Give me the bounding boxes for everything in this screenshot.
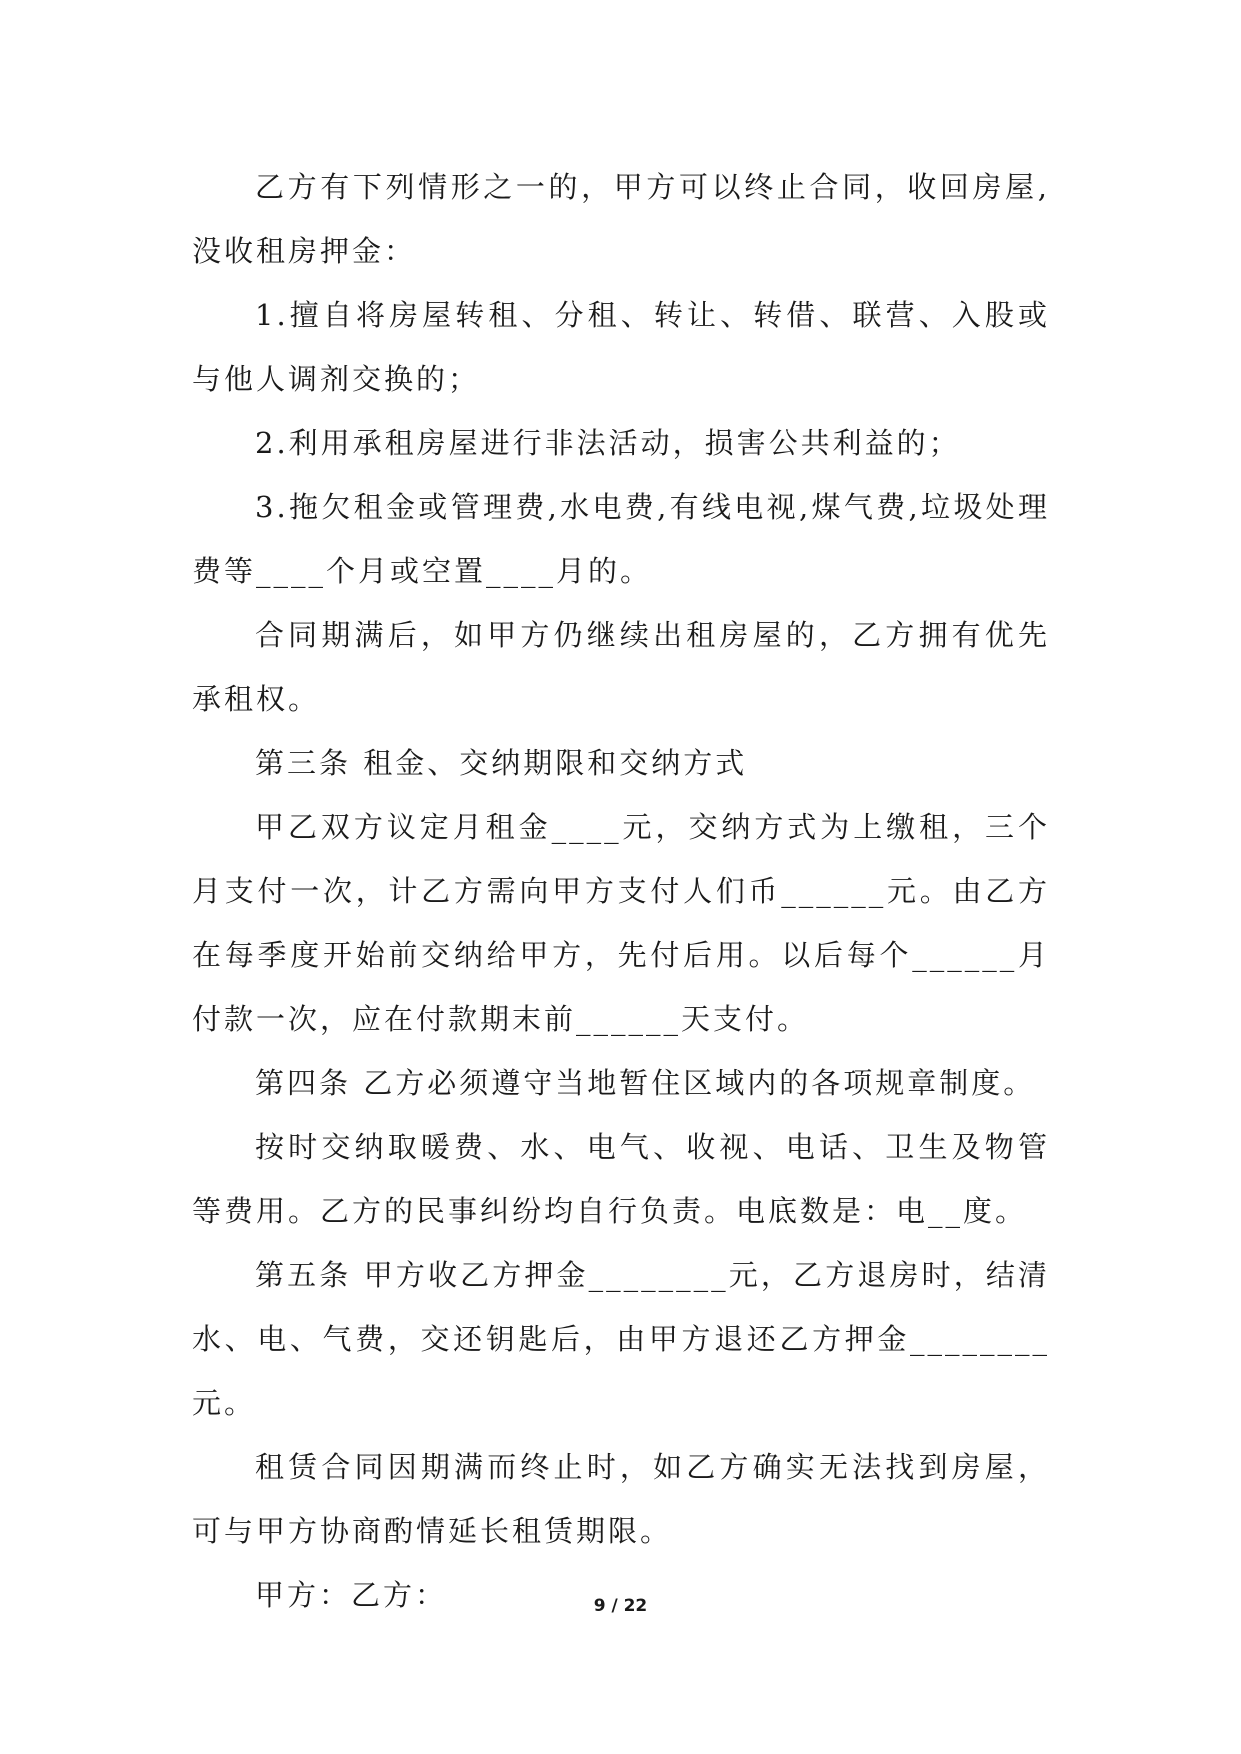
paragraph-item-1-sublet: 1.擅自将房屋转租、分租、转让、转借、联营、入股或与他人调剂交换的； [192,298,1050,396]
paragraph-lease-extension: 租赁合同因期满而终止时，如乙方确实无法找到房屋，可与甲方协商酌情延长租赁期限。 [192,1450,1050,1548]
paragraph-rent-payment: 甲乙双方议定月租金____元，交纳方式为上缴租，三个月支付一次，计乙方需向甲方支付人们币______元。由乙方在每季度开始前交纳给甲方，先付后用。以后每个______月付款一次，应在付款期末前______天支付。 [192,810,1050,1036]
page-number: 9 / 22 [593,1596,648,1616]
paragraph-signatures: 甲方：乙方： [255,1578,448,1612]
heading-article-3: 第三条 租金、交纳期限和交纳方式 [255,746,748,780]
paragraph-renewal-priority: 合同期满后，如甲方仍继续出租房屋的，乙方拥有优先承租权。 [192,618,1050,716]
paragraph-item-3-arrears: 3.拖欠租金或管理费,水电费,有线电视,煤气费,垃圾处理费等____个月或空置____月的。 [192,490,1050,588]
paragraph-article-5-deposit: 第五条 甲方收乙方押金________元，乙方退房时，结清水、电、气费，交还钥匙后，由甲方退还乙方押金________元。 [192,1258,1050,1420]
paragraph-termination-conditions: 乙方有下列情形之一的，甲方可以终止合同，收回房屋,没收租房押金： [192,170,1050,268]
paragraph-utility-fees: 按时交纳取暖费、水、电气、收视、电话、卫生及物管等费用。乙方的民事纠纷均自行负责。电底数是：电__度。 [192,1130,1050,1228]
paragraph-item-2-illegal-use: 2.利用承租房屋进行非法活动，损害公共利益的； [255,426,961,460]
document-body [192,155,1050,1627]
heading-article-4: 第四条 乙方必须遵守当地暂住区域内的各项规章制度。 [255,1066,1036,1100]
